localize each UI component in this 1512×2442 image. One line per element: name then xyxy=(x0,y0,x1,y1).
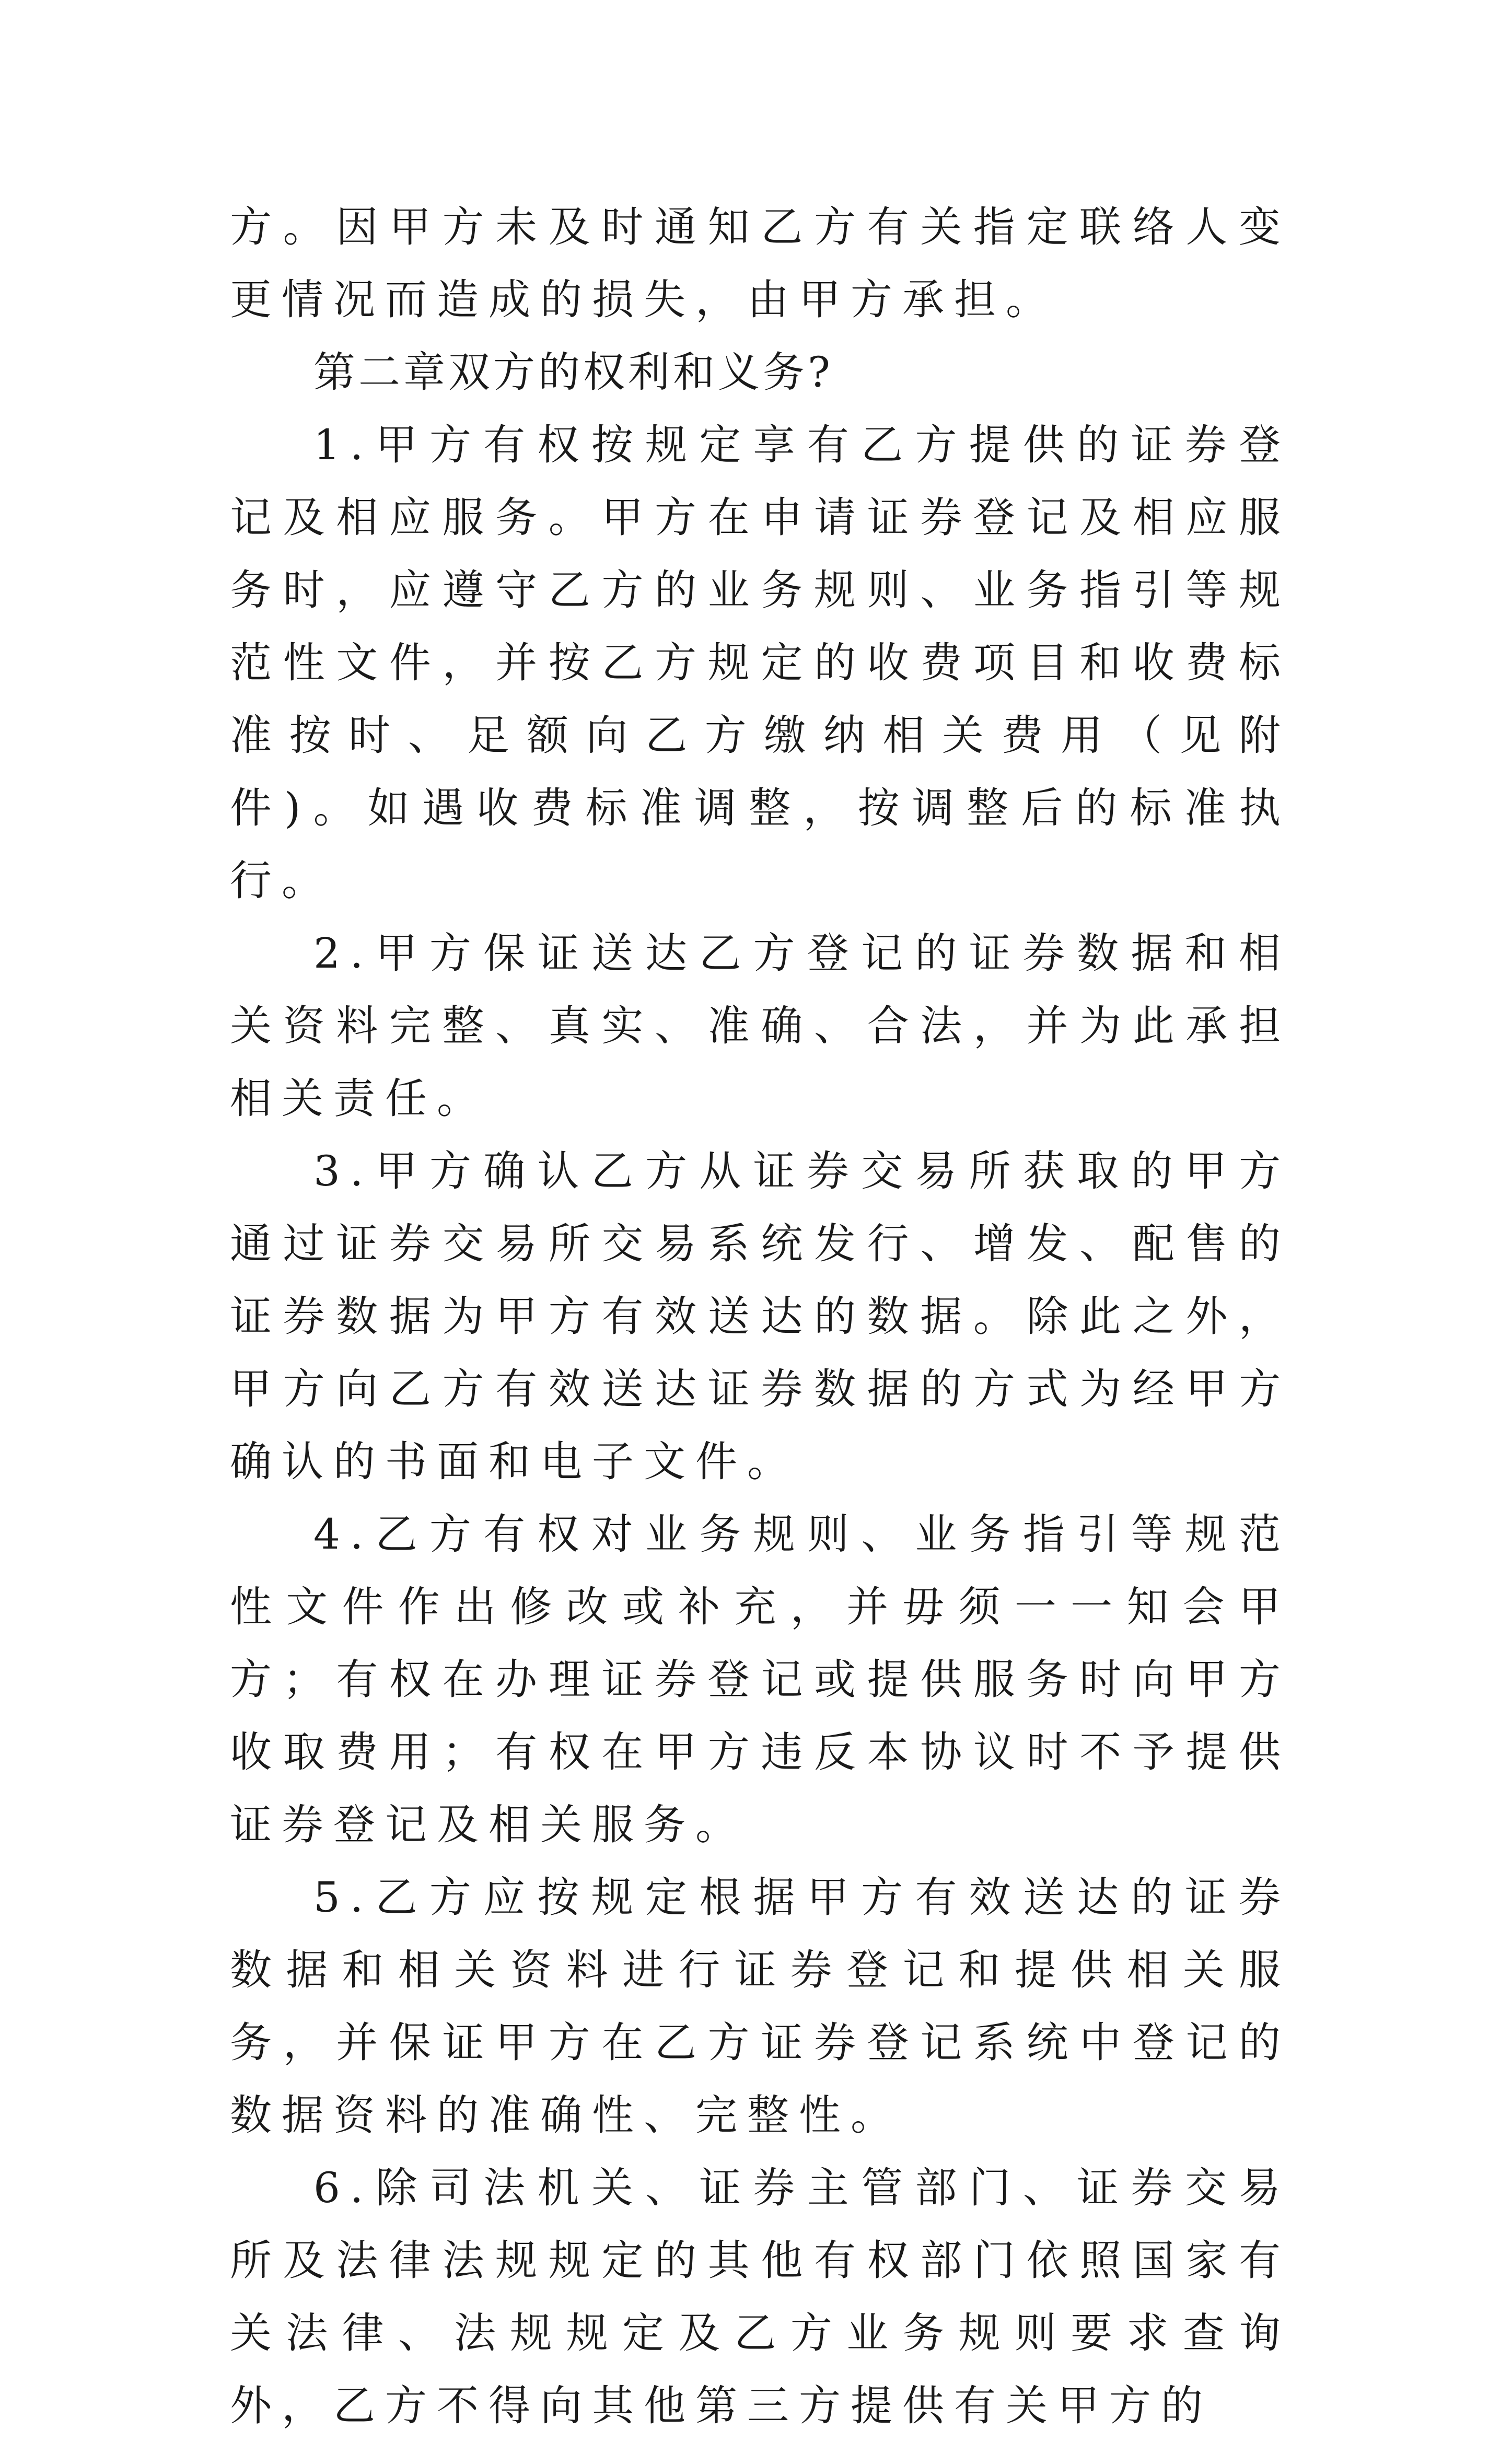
paragraph-continuation: 方。因甲方未及时通知乙方有关指定联络人变更情况而造成的损失，由甲方承担。 xyxy=(230,203,1290,324)
clause-1: 1.甲方有权按规定享有乙方提供的证券登记及相应服务。甲方在申请证券登记及相应服务时，应遵守乙方的业务规则、业务指引等规范性文件，并按乙方规定的收费项目和收费标准按时、足额向乙方缴纳相关费用（见附件)。如遇收费标准调整，按调整后的标准执行。 xyxy=(230,421,1290,905)
clause-2: 2.甲方保证送达乙方登记的证券数据和相关资料完整、真实、准确、合法，并为此承担相关责任。 xyxy=(230,929,1290,1123)
clause-4: 4.乙方有权对业务规则、业务指引等规范性文件作出修改或补充，并毋须一一知会甲方；有权在办理证券登记或提供服务时向甲方收取费用；有权在甲方违反本协议时不予提供证券登记及相关服务。 xyxy=(230,1510,1290,1849)
chapter-heading: 第二章双方的权利和义务? xyxy=(313,348,833,397)
clause-6: 6.除司法机关、证券主管部门、证券交易所及法律法规规定的其他有权部门依照国家有关法律、法规规定及乙方业务规则要求查询外，乙方不得向其他第三方提供有关甲方的 xyxy=(230,2164,1290,2430)
document-body xyxy=(230,191,1290,2442)
clause-5: 5.乙方应按规定根据甲方有效送达的证券数据和相关资料进行证券登记和提供相关服务，并保证甲方在乙方证券登记系统中登记的数据资料的准确性、完整性。 xyxy=(230,1873,1290,2139)
clause-3: 3.甲方确认乙方从证券交易所获取的甲方通过证券交易所交易系统发行、增发、配售的证券数据为甲方有效送达的数据。除此之外，甲方向乙方有效送达证券数据的方式为经甲方确认的书面和电子文件。 xyxy=(230,1147,1290,1486)
